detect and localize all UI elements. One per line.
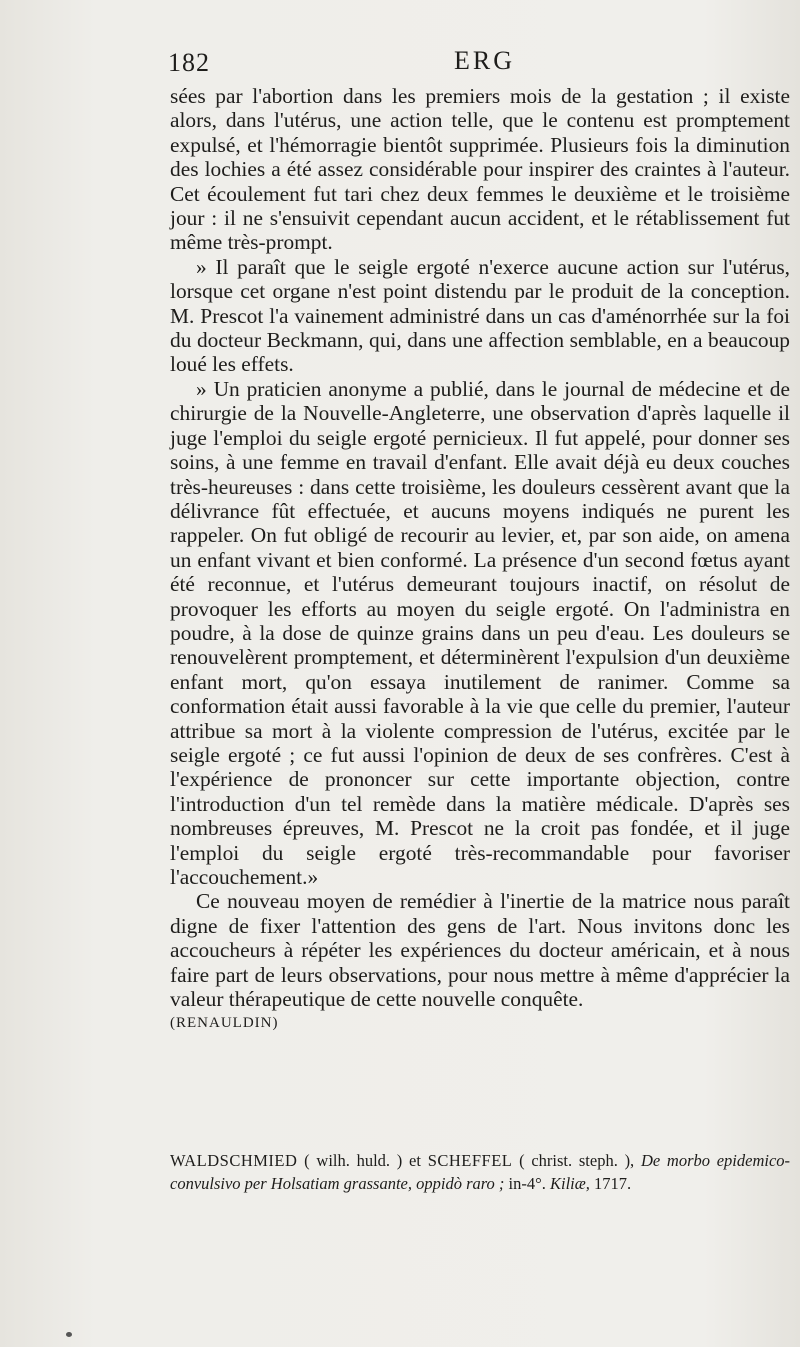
paragraph-prescot-amenorrhea: » Il paraît que le seigle ergoté n'exerce aucune action sur l'utérus, lorsque cet organe n'est point distendu par le produit de la conception. M. Prescot l'a vainement administré dans un cas d'aménorrhée sur la foi du docteur Beckmann, qui, dans une affection semblable, en a beaucoup loué les effets. <box>170 254 790 377</box>
bibliography-entry <box>170 1149 790 1195</box>
ink-spot <box>66 1332 72 1337</box>
author-signature: (RENAULDIN) <box>170 1015 279 1032</box>
body-text <box>170 84 790 1036</box>
biblio-author-2: SCHEFFEL <box>427 1151 513 1170</box>
biblio-format: in-4°. <box>508 1174 546 1193</box>
paragraph-conclusion: Ce nouveau moyen de remédier à l'inertie de la matrice nous paraît digne de fixer l'attention des gens de l'art. Nous invitons donc les accoucheurs à répéter les expériences du docteur américain, et à nous faire part de leurs observations, pour nous mettre à même d'apprécier la valeur thérapeutique de cette nouvelle conquête. <box>170 889 790 1012</box>
biblio-year: 1717. <box>594 1174 632 1193</box>
biblio-author-1: WALDSCHMIED <box>170 1151 298 1170</box>
page-header <box>168 46 788 80</box>
biblio-author-2-given: ( christ. steph. ), <box>519 1151 635 1170</box>
paragraph-continuation: sées par l'abortion dans les premiers mois de la gestation ; il existe alors, dans l'utérus, une action telle, que le contenu est promptement expulsé, et l'hémorragie bientôt supprimée. Plusieurs fois la diminution des lochies a été assez considérable pour inspirer des craintes à l'auteur. Cet écoulement fut tari chez deux femmes le deuxième et le troisième jour : il ne s'ensuivit cependant aucun accident, et le rétablissement fut même très-prompt. <box>170 84 790 255</box>
biblio-title: De morbo epidemico-convulsivo per Holsatiam grassante, oppidò raro ; <box>170 1151 791 1193</box>
page-number: 182 <box>168 48 210 77</box>
biblio-author-1-given: ( wilh. huld. ) et <box>304 1151 421 1170</box>
biblio-place: Kiliæ, <box>549 1174 590 1193</box>
running-head: ERG <box>454 46 515 75</box>
paragraph-anonymous-practitioner: » Un praticien anonyme a publié, dans le journal de médecine et de chirurgie de la Nouvelle-Angleterre, une observation d'après laquelle il juge l'emploi du seigle ergoté pernicieux. Il fut appelé, pour donner ses soins, à une femme en travail d'enfant. Elle avait déjà eu deux couches très-heureuses : dans cette troisième, les douleurs cessèrent avant que la délivrance fût effectuée, et aucuns moyens indiqués ne purent les rappeler. On fut obligé de recourir au levier, et, par son aide, on amena un enfant vivant et bien conformé. La présence d'un second fœtus ayant été reconnue, et l'utérus demeurant toujours inactif, on résolut de provoquer les efforts au moyen du seigle ergoté. On l'administra en poudre, à la dose de quinze grains dans un peu d'eau. Les douleurs se renouvelèrent promptement, et déterminèrent l'expulsion d'un deuxième enfant mort, qu'on essaya inutilement de ranimer. Comme sa conformation était aussi favorable à la vie que celle du premier, l'auteur attribue sa mort à la violente compression de l'utérus, excitée par le seigle ergoté ; ce fut aussi l'opinion de deux de ses confrères. C'est à l'expérience de prononcer sur cette importante objection, contre l'introduction d'un tel remède dans la matière médicale. D'après ses nombreuses épreuves, M. Prescot ne la croit pas fondée, et il juge l'emploi du seigle ergoté très-recommandable pour favoriser l'accouchement.» <box>170 376 790 889</box>
